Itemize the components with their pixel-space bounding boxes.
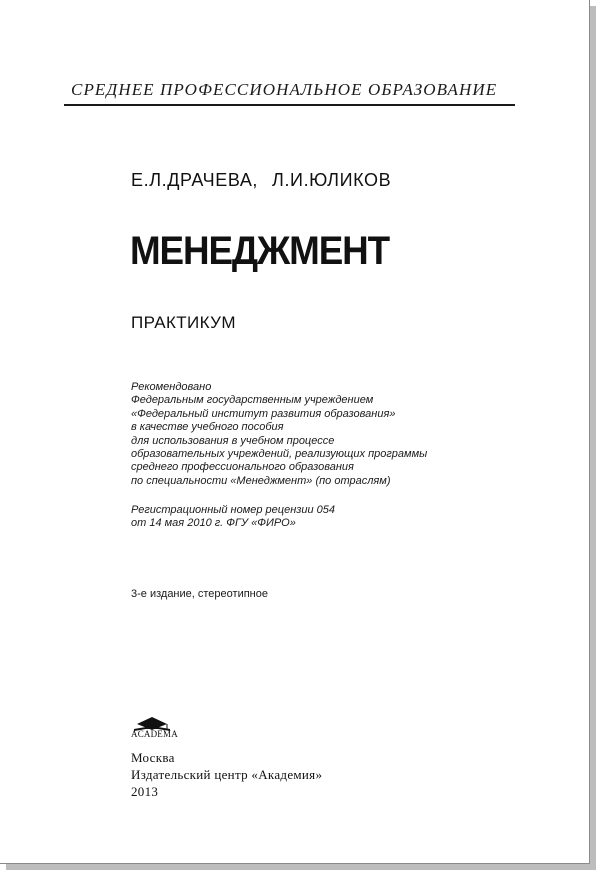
book-title: МЕНЕДЖМЕНТ: [130, 229, 390, 273]
recommendation-line: «Федеральный институт развития образования»: [131, 407, 396, 420]
recommendation-line: для использования в учебном процессе: [131, 434, 335, 447]
registration-block: [131, 504, 335, 531]
recommendation-line: среднего профессионального образования: [131, 461, 354, 474]
author-2: Л.И.ЮЛИКОВ: [272, 170, 392, 190]
edition-note: 3-е издание, стереотипное: [131, 588, 268, 600]
recommendation-line: Рекомендовано: [131, 381, 212, 393]
authors-line: [131, 170, 391, 191]
logo-wordmark: ACADEMA: [131, 729, 178, 739]
imprint-city: Москва: [131, 750, 175, 765]
registration-line: от 14 мая 2010 г. ФГУ «ФИРО»: [131, 517, 296, 530]
registration-line: Регистрационный номер рецензии 054: [131, 504, 336, 516]
imprint-year: 2013: [131, 784, 159, 799]
imprint-publisher: Издательский центр «Академия»: [131, 767, 323, 782]
recommendation-line: по специальности «Менеджмент» (по отраслям): [131, 474, 391, 487]
recommendation-line: образовательных учреждений, реализующих программы: [131, 447, 428, 460]
imprint-block: [131, 749, 322, 800]
author-1: Е.Л.ДРАЧЕВА,: [131, 170, 259, 190]
recommendation-block: [131, 381, 427, 488]
page-shadow-bottom: [6, 864, 596, 870]
recommendation-line: в качестве учебного пособия: [131, 421, 284, 434]
series-title: СРЕДНЕЕ ПРОФЕССИОНАЛЬНОЕ ОБРАЗОВАНИЕ: [71, 80, 498, 99]
recommendation-line: Федеральным государственным учреждением: [131, 394, 374, 407]
page-shadow-right: [590, 6, 596, 870]
series-underline: [64, 104, 515, 106]
book-subtitle: ПРАКТИКУМ: [131, 313, 236, 332]
